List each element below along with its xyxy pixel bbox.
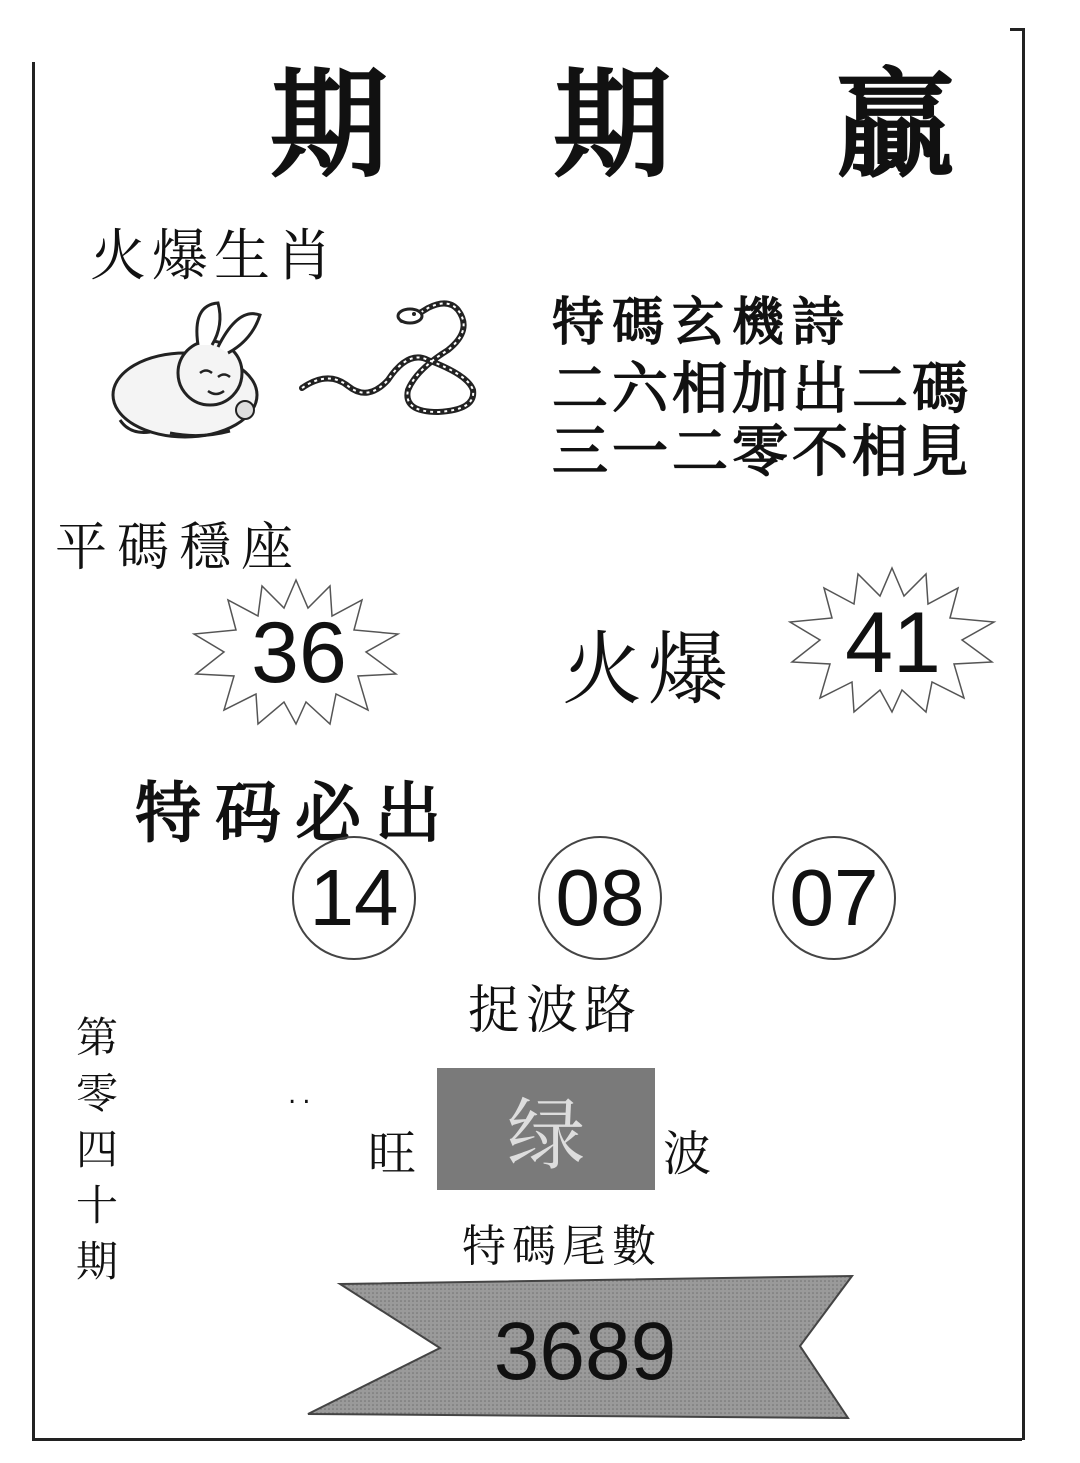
wave-prefix: 旺 (368, 1126, 417, 1182)
frame-corner (1010, 28, 1025, 31)
wave-suffix: 波 (663, 1126, 712, 1182)
page-title: 期 期 贏 (270, 56, 1017, 194)
period-vertical (68, 1010, 126, 1290)
frame-right-border (1022, 30, 1025, 1440)
poem-title: 特碼玄機詩 (552, 293, 853, 353)
period-char: 期 (75, 1237, 118, 1286)
wave-label: 捉波路 (468, 981, 643, 1041)
green-wave-box (437, 1068, 655, 1190)
special-must-label: 特码必出 (135, 775, 455, 852)
tail-digits: 3689 (493, 1306, 677, 1397)
wave-color-char: 绿 (506, 1091, 585, 1181)
rabbit-icon (100, 295, 275, 445)
hot-zodiac-label: 火爆生肖 (90, 224, 338, 289)
hot-number: 41 (845, 595, 941, 691)
dots-mark: .. (288, 1080, 317, 1110)
hot-number-label: 火爆 (562, 623, 734, 716)
special-number-circle: 07 (772, 836, 896, 960)
period-char: 第 (75, 1013, 118, 1062)
special-number-circle: 14 (292, 836, 416, 960)
frame-bottom-border (32, 1438, 1022, 1441)
flat-code-label: 平碼穩座 (55, 518, 304, 578)
period-char: 零 (75, 1069, 118, 1118)
poem-line-1: 二六相加出二碼 (552, 357, 972, 422)
frame-left-border (32, 62, 35, 1440)
period-char: 四 (75, 1125, 118, 1174)
tail-label: 特碼尾數 (462, 1221, 662, 1272)
poem-line-2: 三一二零不相見 (552, 420, 972, 485)
period-char: 十 (75, 1181, 118, 1230)
flat-code-number: 36 (251, 605, 347, 701)
special-number-circle: 08 (538, 836, 662, 960)
snake-icon (298, 290, 498, 420)
